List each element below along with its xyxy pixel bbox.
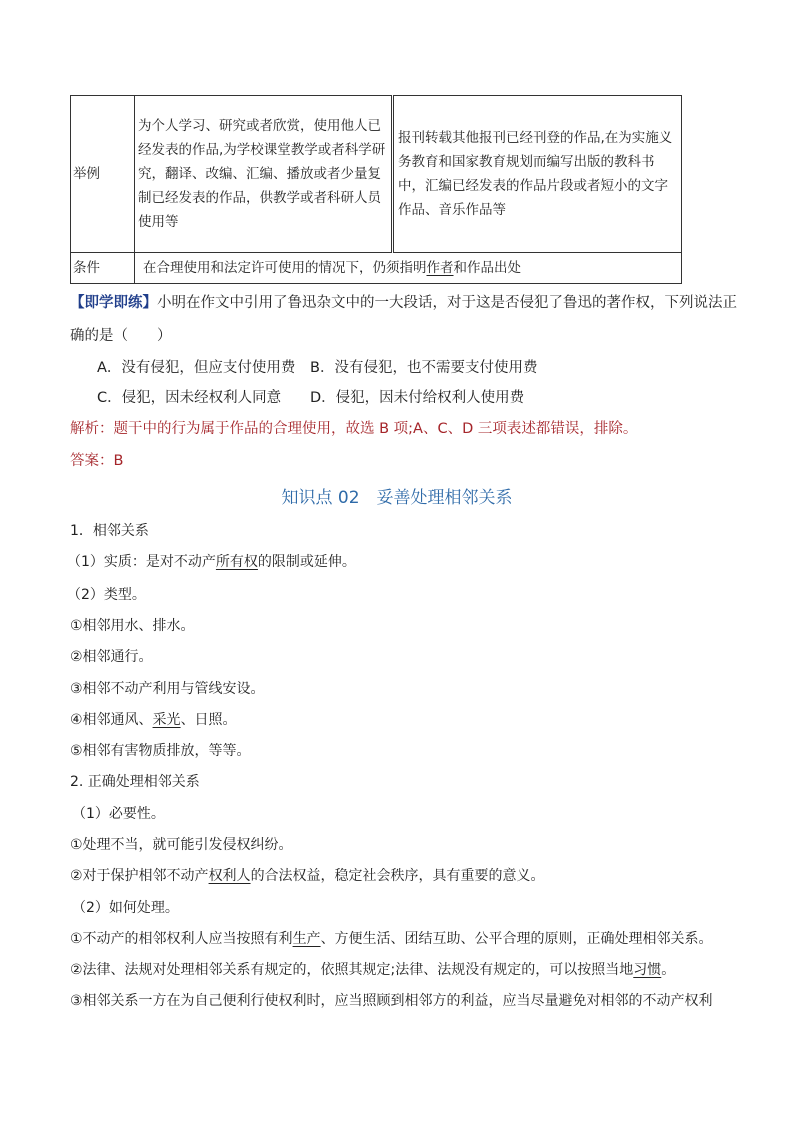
s2-necessity-2-underlined: 权利人 [208,868,251,884]
s2-how-2 [70,959,675,979]
exercise-question-line1 [70,291,737,312]
comparison-table [70,95,682,284]
s2-necessity-2 [70,865,545,885]
exercise-question-line2: 确的是（ ） [70,328,172,344]
table-row-condition [71,253,682,284]
s1-type-3: ③相邻不动产利用与管线安设。 [70,681,265,697]
s1-type-2: ②相邻通行。 [70,649,153,665]
exercise-question-text: 小明在作文中引用了鲁迅杂文中的一大段话，对于这是否侵犯了鲁迅的著作权，下列说法正 [157,295,737,311]
s1-essence-text-2: 的限制或延伸。 [257,554,356,570]
statutory-license-example-cell: 报刊转载其他报刊已经刊登的作品,在为实施义务教育和国家教育规划而编写出版的教科书中，汇编已经发表的作品片段或者短小的文字作品、音乐作品等 [393,96,682,253]
s2-how-1-underlined: 生产 [292,931,321,947]
row-label-example: 举例 [71,96,135,253]
s2-how-3: ③相邻关系一方在为自己便利行使权利时，应当照顾到相邻方的利益，应当尽量避免对相邻的不动产权利 [70,993,713,1009]
s1-title: 1．相邻关系 [70,523,149,539]
condition-underlined-author: 作者 [426,260,454,276]
s2-how-1 [70,928,713,948]
s1-type-1: ①相邻用水、排水。 [70,618,195,634]
s2-how-1-text-1: ①不动产的相邻权利人应当按照有利 [70,931,293,947]
s2-how-2-text-2: 。 [661,962,676,978]
s1-type-5: ⑤相邻有害物质排放，等等。 [70,743,251,759]
condition-text-1: 在合理使用和法定许可使用的情况下，仍须指明 [143,260,427,276]
s2-necessity: （1）必要性。 [72,806,165,822]
s1-essence [67,551,356,571]
s1-type-4-underlined: 采光 [152,712,181,728]
condition-cell [135,253,682,284]
s1-essence-underlined: 所有权 [215,554,258,570]
s1-types-title: （2）类型。 [67,587,146,603]
exercise-tag: 【即学即练】 [70,295,157,311]
s2-how-2-underlined: 习惯 [633,962,662,978]
s1-type-4-text-1: ④相邻通风、 [70,712,153,728]
s1-type-4-text-2: 、日照。 [180,712,237,728]
row-label-condition: 条件 [71,253,135,284]
option-b: B．没有侵犯，也不需要支付使用费 [310,360,538,376]
condition-text-2: 和作品出处 [453,260,521,276]
option-c: C．侵犯，因未经权利人同意 [97,390,282,406]
analysis-text: 解析：题干中的行为属于作品的合理使用，故选 B 项;A、C、D 三项表述都错误，排除。 [70,421,638,437]
s2-title: 2. 正确处理相邻关系 [70,774,200,790]
s2-necessity-2-text-2: 的合法权益，稳定社会秩序，具有重要的意义。 [250,868,545,884]
answer-text: 答案：B [70,453,124,469]
section-heading: 知识点 02 妥善处理相邻关系 [281,488,513,508]
reasonable-use-example-cell: 为个人学习、研究或者欣赏，使用他人已经发表的作品,为学校课堂教学或者科学研究，翻译、改编、汇编、播放或者少量复制已经发表的作品，供教学或者科研人员使用等 [135,96,393,253]
s2-how-2-text-1: ②法律、法规对处理相邻关系有规定的，依照其规定;法律、法规没有规定的，可以按照当地 [70,962,634,978]
s2-necessity-1: ①处理不当，就可能引发侵权纠纷。 [70,837,293,853]
table-row-example [71,96,682,253]
option-d: D．侵犯，因未付给权利人使用费 [310,390,525,406]
option-a: A．没有侵犯，但应支付使用费 [97,360,296,376]
s2-necessity-2-text-1: ②对于保护相邻不动产 [70,868,209,884]
s2-how: （2）如何处理。 [72,900,179,916]
s1-type-4 [70,709,237,729]
s1-essence-text-1: （1）实质：是对不动产 [67,554,216,570]
s2-how-1-text-2: 、方便生活、团结互助、公平合理的原则，正确处理相邻关系。 [320,931,713,947]
